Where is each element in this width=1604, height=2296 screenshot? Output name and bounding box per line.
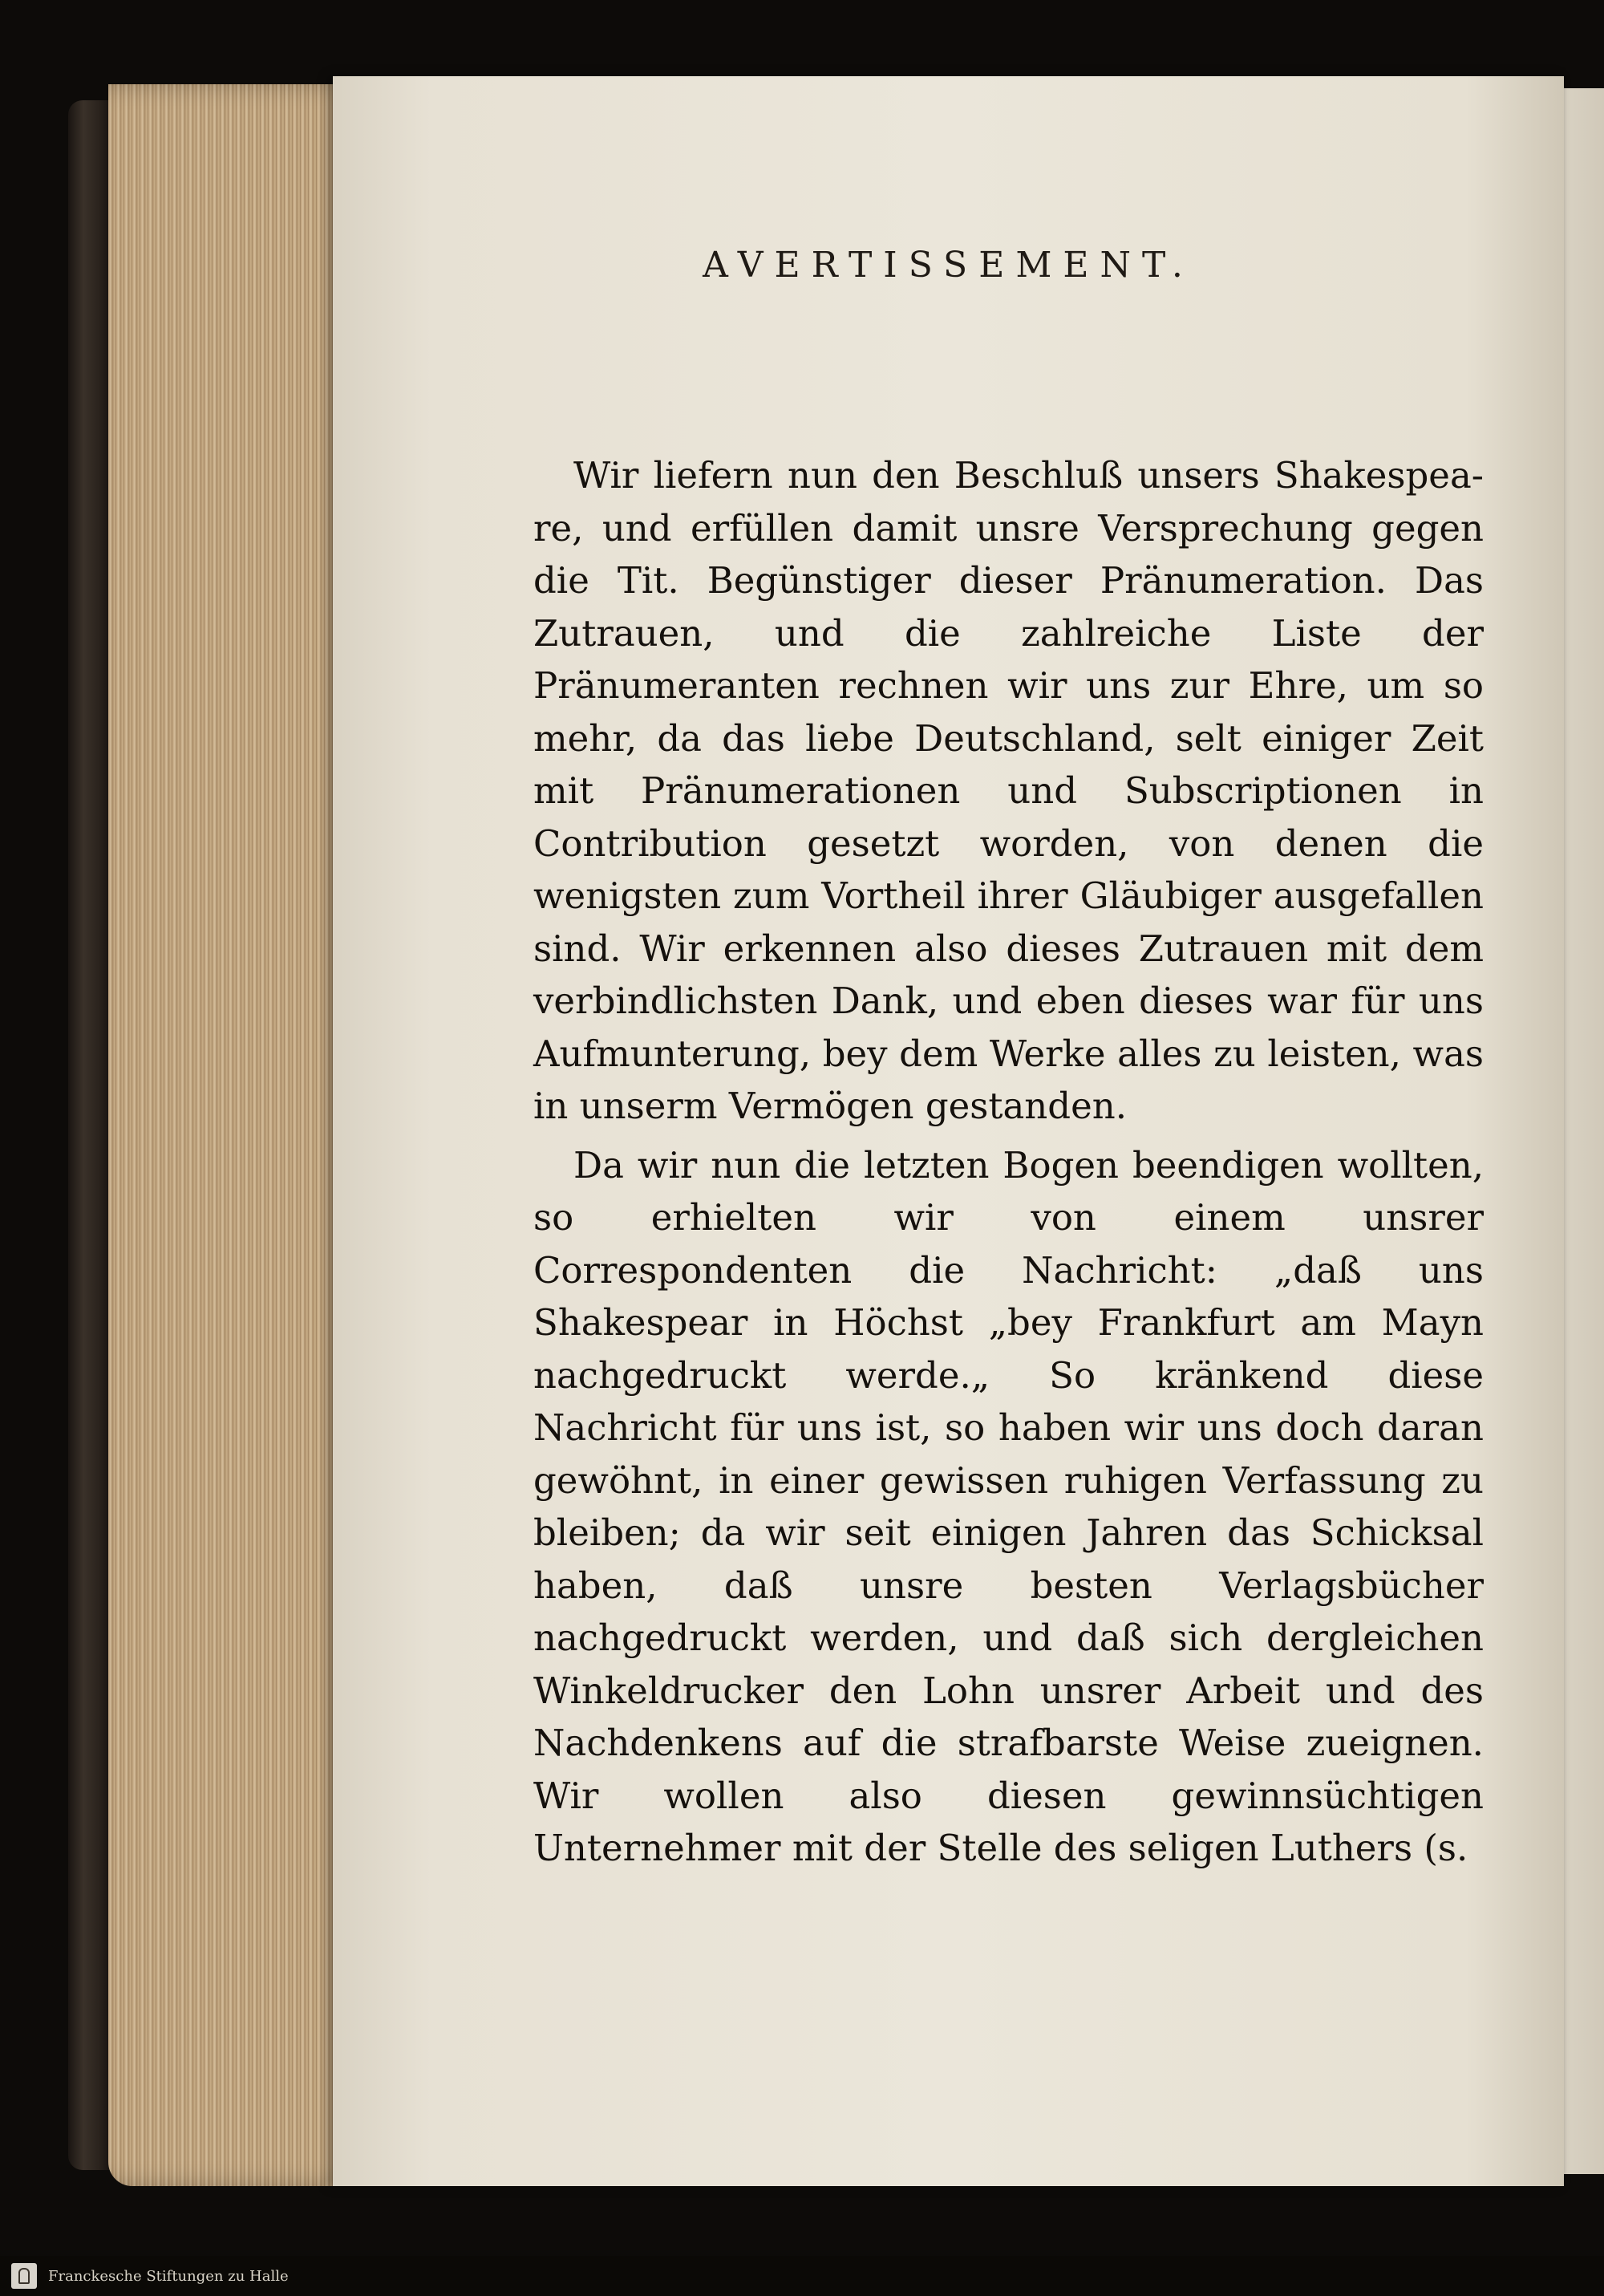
- book-spine: [68, 100, 112, 2170]
- footer-bar: [0, 2256, 1604, 2296]
- page-title: AVERTISSEMENT.: [703, 245, 1194, 286]
- paragraph-2: Da wir nun die letzten Bogen beendigen wollten, so erhielten wir von einem unsrer Correspondenten die Nachricht: „daß uns Shakespear in Höchst „bey Frankfurt am Mayn nachgedruckt werde.„ So kränkend diese Nachricht für uns ist, so haben wir uns doch daran gewöhnt, in einer gewissen ruhigen Verfassung zu bleiben; da wir seit einigen Jahren das Schicksal haben, daß unsre besten Verlagsbücher nachgedruckt werden, und daß sich dergleichen Winkeldrucker den Lohn unsrer Arbeit und des Nachdenkens auf die strafbarste Weise zueignen. Wir wollen also diesen gewinnsüchtigen Unternehmer mit der Stelle des seligen Luthers (s.: [533, 1143, 1484, 1869]
- body-text: [533, 449, 1484, 1875]
- book-page: [333, 76, 1564, 2186]
- footer-institution: Franckesche Stiftungen zu Halle: [48, 2267, 289, 2285]
- open-book: [68, 76, 1604, 2194]
- paragraph-1: Wir liefern nun den Beschluß unsers Shakespeare, und erfüllen damit unsre Versprechung gegen die Tit. Begünstiger dieser Pränumeration. Das Zutrauen, und die zahlreiche Liste der Pränumeranten rechnen wir uns zur Ehre, um so mehr, da das liebe Deutschland, selt einiger Zeit mit Pränumerationen und Subscriptionen in Contribution gesetzt worden, von denen die wenigsten zum Vortheil ihrer Gläubiger ausgefallen sind. Wir erkennen also dieses Zutrauen mit dem verbindlichsten Dank, und eben dieses war für uns Aufmunterung, bey dem Werke alles zu leisten, was in unserm Vermögen gestanden.: [533, 454, 1484, 1127]
- francke-foundation-logo-icon: [11, 2263, 37, 2289]
